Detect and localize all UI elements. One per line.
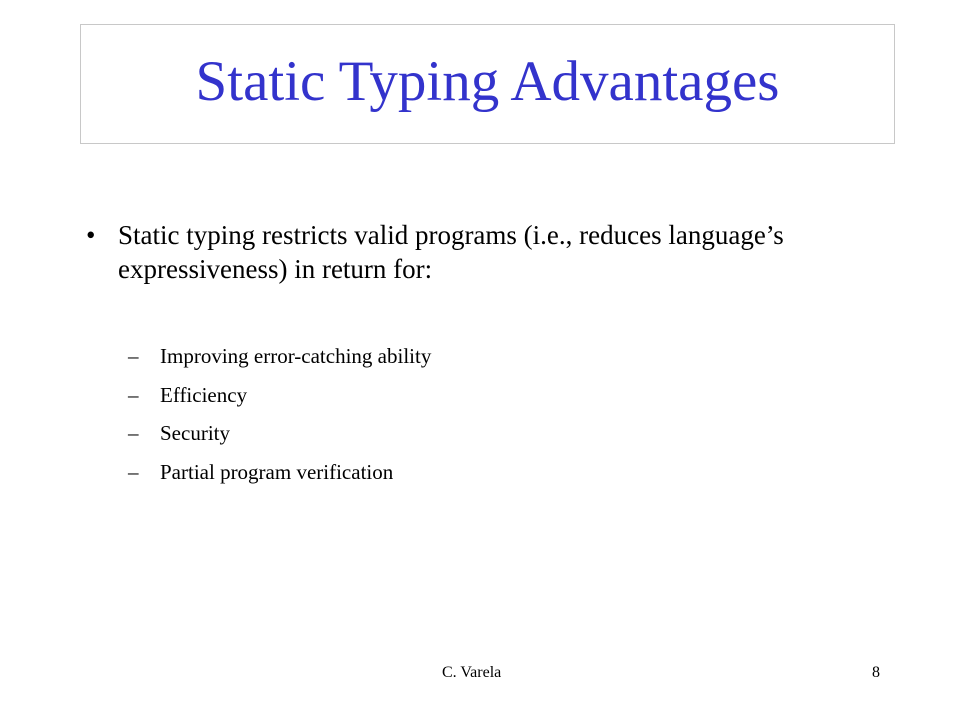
footer-author: C. Varela [442, 664, 502, 681]
slide-title: Static Typing Advantages [195, 49, 780, 113]
sub-bullet-item [128, 344, 431, 383]
sub-bullet-item [128, 421, 431, 460]
main-bullet-text: Static typing restricts valid programs (i.e., reduces language’s expressiveness) in return for: [118, 220, 784, 284]
sub-bullet-text: Security [160, 421, 230, 445]
sub-bullet-item [128, 460, 431, 499]
dash-icon: – [128, 459, 139, 484]
sub-bullet-text: Efficiency [160, 382, 248, 407]
sub-bullet-list [128, 344, 431, 498]
bullet-dot-icon: • [86, 220, 96, 250]
dash-icon: – [128, 344, 139, 368]
dash-icon: – [128, 421, 139, 445]
sub-bullet-text: Partial program verification [160, 459, 394, 484]
main-bullet [86, 218, 806, 286]
sub-bullet-text: Improving error-catching ability [160, 344, 432, 368]
page-number: 8 [872, 664, 880, 681]
dash-icon: – [128, 382, 139, 407]
sub-bullet-item [128, 383, 431, 422]
title-frame [80, 24, 895, 144]
